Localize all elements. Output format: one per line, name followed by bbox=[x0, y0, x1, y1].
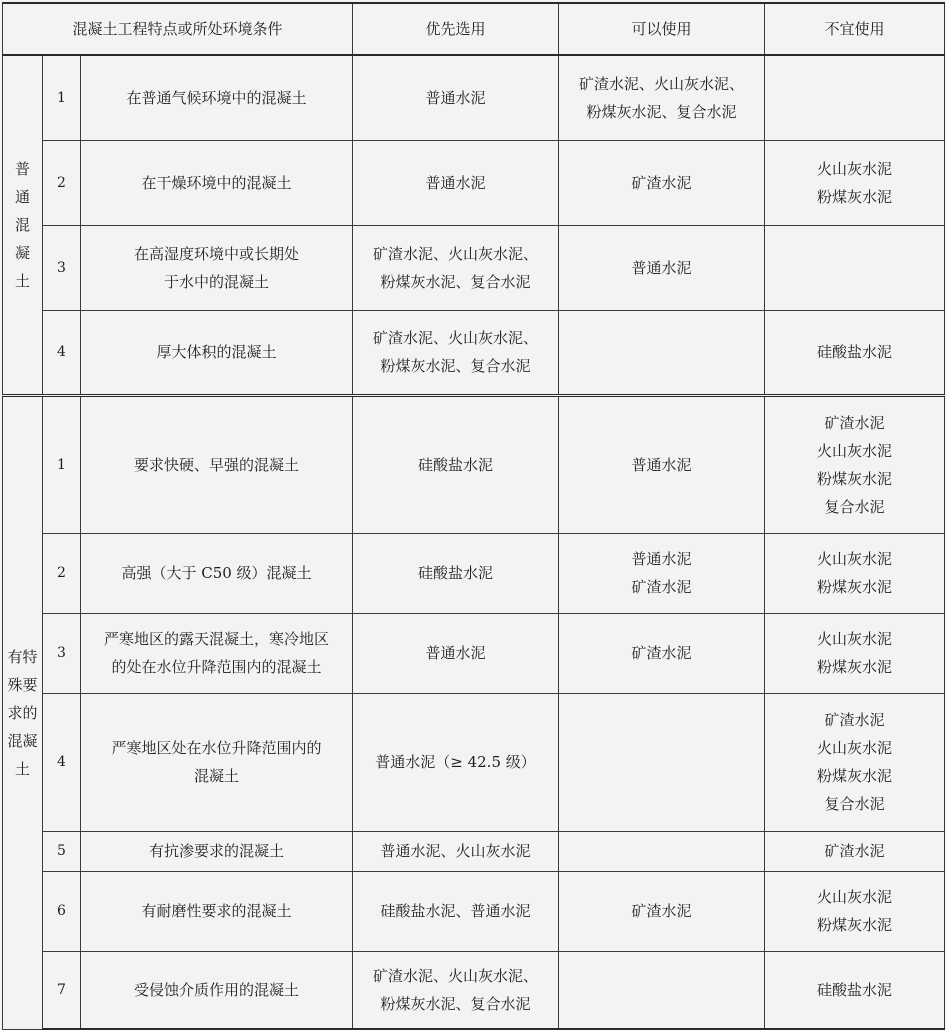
row-number: 2 bbox=[43, 140, 81, 225]
row-number: 4 bbox=[43, 310, 81, 395]
preferred-cell: 硅酸盐水泥、普通水泥 bbox=[353, 871, 559, 951]
preferred-cell: 普通水泥、火山灰水泥 bbox=[353, 831, 559, 871]
usable-cell: 普通水泥 bbox=[559, 395, 765, 533]
table-row bbox=[3, 613, 945, 693]
row-number: 7 bbox=[43, 951, 81, 1029]
table-row bbox=[3, 871, 945, 951]
condition-cell: 严寒地区处在水位升降范围内的 混凝土 bbox=[81, 693, 353, 831]
row-number: 4 bbox=[43, 693, 81, 831]
unsuitable-cell: 火山灰水泥 粉煤灰水泥 bbox=[765, 613, 945, 693]
table-row bbox=[3, 395, 945, 533]
usable-cell: 矿渣水泥 bbox=[559, 613, 765, 693]
unsuitable-cell: 矿渣水泥 bbox=[765, 831, 945, 871]
row-number: 1 bbox=[43, 395, 81, 533]
unsuitable-cell bbox=[765, 225, 945, 310]
usable-cell: 普通水泥 矿渣水泥 bbox=[559, 533, 765, 613]
header-usable: 可以使用 bbox=[559, 3, 765, 55]
condition-cell: 厚大体积的混凝土 bbox=[81, 310, 353, 395]
row-number: 6 bbox=[43, 871, 81, 951]
usable-cell: 普通水泥 bbox=[559, 225, 765, 310]
condition-cell: 在干燥环境中的混凝土 bbox=[81, 140, 353, 225]
row-number: 1 bbox=[43, 55, 81, 140]
preferred-cell: 普通水泥 bbox=[353, 140, 559, 225]
condition-cell: 高强（大于 C50 级）混凝土 bbox=[81, 533, 353, 613]
unsuitable-cell bbox=[765, 55, 945, 140]
condition-cell: 有耐磨性要求的混凝土 bbox=[81, 871, 353, 951]
usable-cell bbox=[559, 951, 765, 1029]
preferred-cell: 矿渣水泥、火山灰水泥、 粉煤灰水泥、复合水泥 bbox=[353, 310, 559, 395]
condition-cell: 有抗渗要求的混凝土 bbox=[81, 831, 353, 871]
header-unsuitable: 不宜使用 bbox=[765, 3, 945, 55]
table-row bbox=[3, 951, 945, 1029]
table-row bbox=[3, 140, 945, 225]
category-ordinary-concrete: 普 通 混 凝 土 bbox=[3, 55, 43, 395]
unsuitable-cell: 硅酸盐水泥 bbox=[765, 951, 945, 1029]
table-row bbox=[3, 533, 945, 613]
unsuitable-cell: 火山灰水泥 粉煤灰水泥 bbox=[765, 140, 945, 225]
row-number: 3 bbox=[43, 225, 81, 310]
preferred-cell: 矿渣水泥、火山灰水泥、 粉煤灰水泥、复合水泥 bbox=[353, 225, 559, 310]
usable-cell: 矿渣水泥 bbox=[559, 140, 765, 225]
unsuitable-cell: 硅酸盐水泥 bbox=[765, 310, 945, 395]
preferred-cell: 普通水泥（≥ 42.5 级） bbox=[353, 693, 559, 831]
condition-cell: 在高湿度环境中或长期处 于水中的混凝土 bbox=[81, 225, 353, 310]
row-number: 2 bbox=[43, 533, 81, 613]
table-row bbox=[3, 55, 945, 140]
cement-selection-table bbox=[2, 2, 945, 1030]
header-row bbox=[3, 3, 945, 55]
unsuitable-cell: 火山灰水泥 粉煤灰水泥 bbox=[765, 871, 945, 951]
usable-cell bbox=[559, 693, 765, 831]
table-row bbox=[3, 693, 945, 831]
preferred-cell: 硅酸盐水泥 bbox=[353, 533, 559, 613]
header-condition: 混凝土工程特点或所处环境条件 bbox=[3, 3, 353, 55]
unsuitable-cell: 火山灰水泥 粉煤灰水泥 bbox=[765, 533, 945, 613]
unsuitable-cell: 矿渣水泥 火山灰水泥 粉煤灰水泥 复合水泥 bbox=[765, 395, 945, 533]
preferred-cell: 硅酸盐水泥 bbox=[353, 395, 559, 533]
header-preferred: 优先选用 bbox=[353, 3, 559, 55]
row-number: 5 bbox=[43, 831, 81, 871]
unsuitable-cell: 矿渣水泥 火山灰水泥 粉煤灰水泥 复合水泥 bbox=[765, 693, 945, 831]
usable-cell bbox=[559, 310, 765, 395]
condition-cell: 在普通气候环境中的混凝土 bbox=[81, 55, 353, 140]
category-special-concrete: 有特 殊要 求的 混凝 土 bbox=[3, 395, 43, 1029]
preferred-cell: 普通水泥 bbox=[353, 613, 559, 693]
condition-cell: 要求快硬、早强的混凝土 bbox=[81, 395, 353, 533]
preferred-cell: 矿渣水泥、火山灰水泥、 粉煤灰水泥、复合水泥 bbox=[353, 951, 559, 1029]
table-row bbox=[3, 831, 945, 871]
table-row bbox=[3, 225, 945, 310]
usable-cell: 矿渣水泥 bbox=[559, 871, 765, 951]
usable-cell bbox=[559, 831, 765, 871]
condition-cell: 受侵蚀介质作用的混凝土 bbox=[81, 951, 353, 1029]
table-row bbox=[3, 310, 945, 395]
usable-cell: 矿渣水泥、火山灰水泥、 粉煤灰水泥、复合水泥 bbox=[559, 55, 765, 140]
condition-cell: 严寒地区的露天混凝土，寒冷地区 的处在水位升降范围内的混凝土 bbox=[81, 613, 353, 693]
preferred-cell: 普通水泥 bbox=[353, 55, 559, 140]
row-number: 3 bbox=[43, 613, 81, 693]
